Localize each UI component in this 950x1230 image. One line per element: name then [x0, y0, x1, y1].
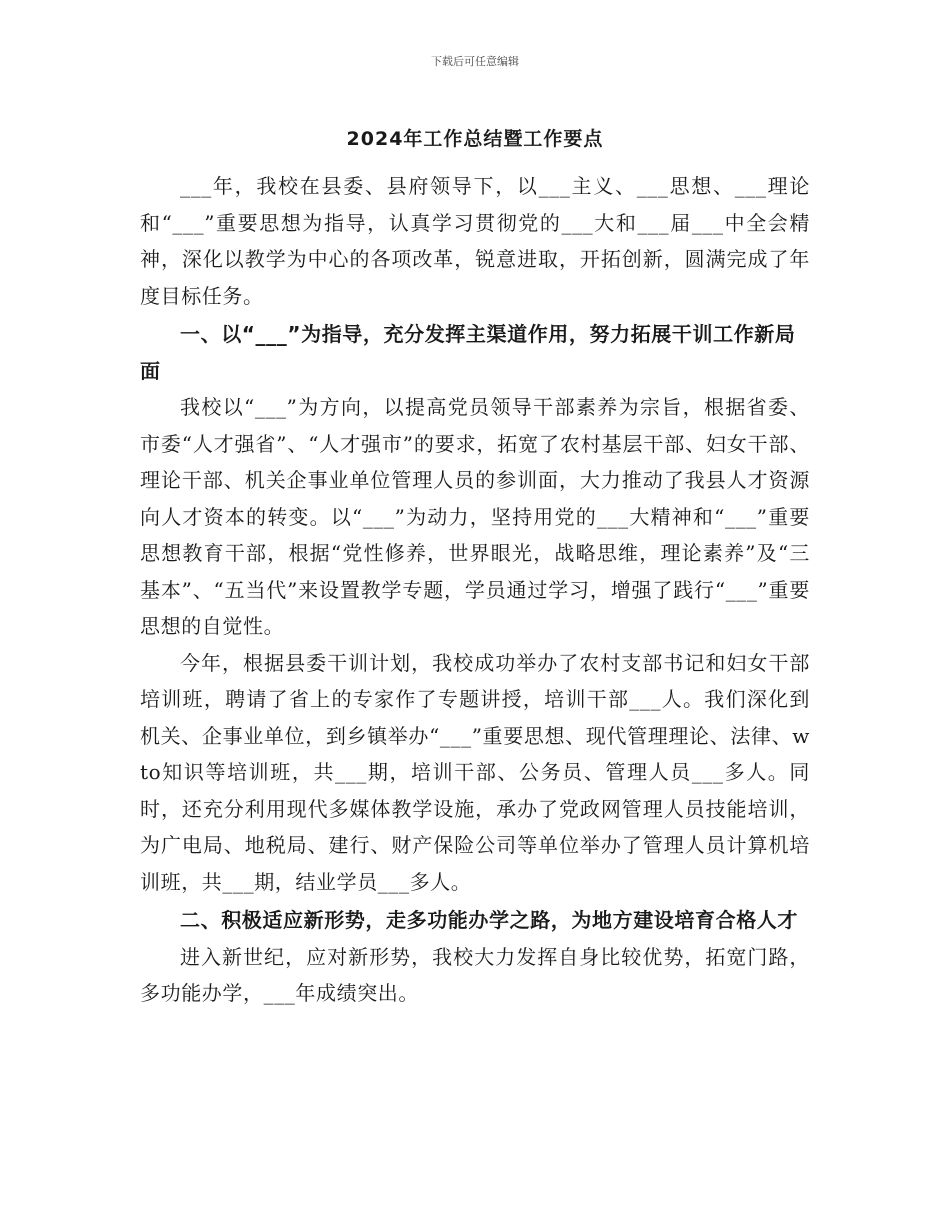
document-body [140, 168, 810, 1012]
header-note: 下载后可任意编辑 [431, 55, 519, 68]
section-heading-2: 二、积极适应新形势，走多功能办学之路，为地方建设培育合格人才 [180, 908, 798, 932]
intro-paragraph: ___年，我校在县委、县府领导下，以___主义、___思想、___理论和“___”重要思想为指导，认真学习贯彻党的___大和___届___中全会精神，深化以教学为中心的各项改革，锐意进取，开拓创新，圆满完成了年度目标任务。 [140, 174, 810, 308]
section-1-paragraph-2: 今年，根据县委干训计划，我校成功举办了农村支部书记和妇女干部培训班，聘请了省上的专家作了专题讲授，培训干部___人。我们深化到机关、企事业单位，到乡镇举办“___”重要思想、现代管理理论、法律、wto知识等培训班，共___期，培训干部、公务员、管理人员___多人。同时，还充分利用现代多媒体教学设施，承办了党政网管理人员技能培训，为广电局、地税局、建行、财产保险公司等单位举办了管理人员计算机培训班，共___期，结业学员___多人。 [140, 650, 810, 894]
section-heading-1: 一、以“___”为指导，充分发挥主渠道作用，努力拓展干训工作新局面 [140, 322, 796, 383]
section-2-paragraph-1: 进入新世纪，应对新形势，我校大力发挥自身比较优势，拓宽门路，多功能办学，___年成绩突出。 [140, 944, 810, 1005]
section-1-paragraph-1: 我校以“___”为方向，以提高党员领导干部素养为宗旨，根据省委、市委“人才强省”、“人才强市”的要求，拓宽了农村基层干部、妇女干部、理论干部、机关企事业单位管理人员的参训面，大力推动了我县人才资源向人才资本的转变。以“___”为动力，坚持用党的___大精神和“___”重要思想教育干部，根据“党性修养，世界眼光，战略思维，理论素养”及“三基本”、“五当代”来设置教学专题，学员通过学习，增强了践行“___”重要思想的自觉性。 [140, 395, 810, 638]
document-title: 2024年工作总结暨工作要点 [346, 128, 604, 150]
